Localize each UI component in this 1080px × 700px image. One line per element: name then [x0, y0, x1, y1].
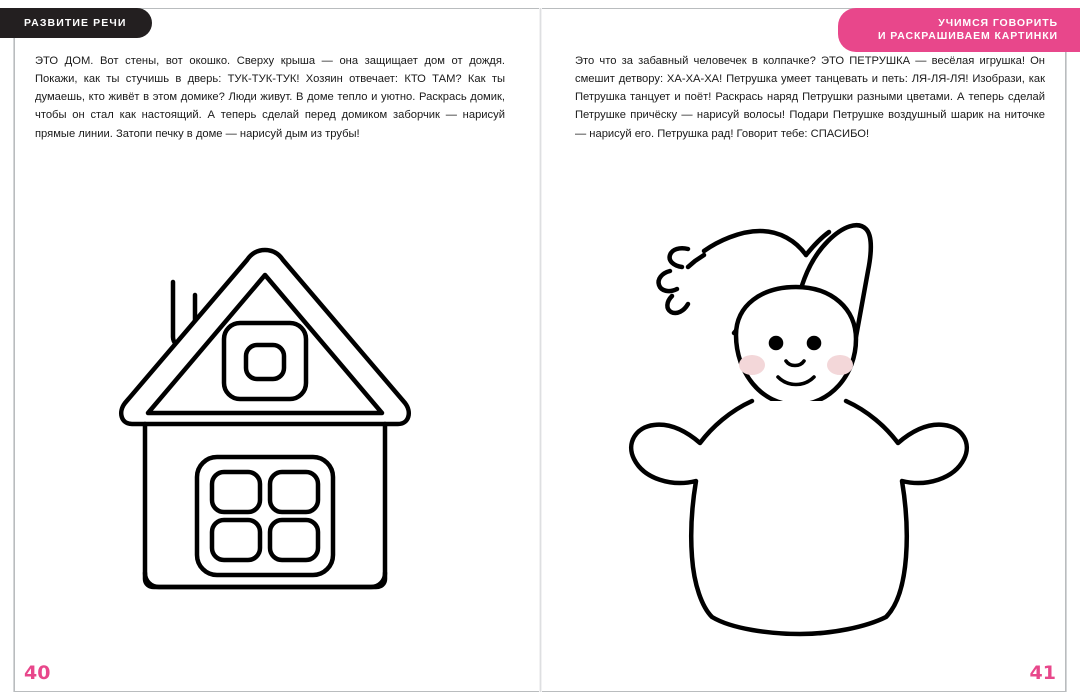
- left-page-edge: [0, 8, 14, 692]
- house-outline-drawing: [60, 215, 480, 620]
- petrushka-outline-drawing: [600, 175, 1000, 650]
- brand-banner-line1: УЧИМСЯ ГОВОРИТЬ: [938, 16, 1058, 29]
- section-tab: РАЗВИТИЕ РЕЧИ: [0, 8, 152, 38]
- left-page-body-text: ЭТО ДОМ. Вот стены, вот окошко. Сверху крыша — она защищает дом от дождя. Покажи, как ты стучишь в дверь: ТУК-ТУК-ТУК! Хозяин отвечает: КТО ТАМ? Как ты думаешь, кто живёт в этом домике? Люди живут. В доме тепло и уютно. Раскрась домик, чтобы он стал как настоящий. А теперь сделай перед домиком заборчик — нарисуй прямые линии. Затопи печку в доме — нарисуй дым из трубы!: [35, 55, 505, 140]
- right-page-number: 41: [1029, 662, 1056, 684]
- left-page-number: 40: [24, 662, 51, 684]
- brand-banner: [838, 8, 1080, 52]
- right-page-body-text: Это что за забавный человечек в колпачке? ЭТО ПЕТРУШКА — весёлая игрушка! Он смешит детвору: ХА-ХА-ХА! Петрушка умеет танцевать и петь: ЛЯ-ЛЯ-ЛЯ! Изобрази, как Петрушка танцует и поёт! Раскрась наряд Петрушки разными цветами. А теперь сделай Петрушке причёску — нарисуй волосы! Подари Петрушке воздушный шарик на ниточке — нарисуй его. Петрушка рад! Говорит тебе: СПАСИБО!: [575, 55, 1045, 140]
- brand-banner-line2: И РАСКРАШИВАЕМ КАРТИНКИ: [878, 30, 1058, 42]
- right-page-edge: [1066, 8, 1080, 692]
- book-gutter: [539, 8, 542, 692]
